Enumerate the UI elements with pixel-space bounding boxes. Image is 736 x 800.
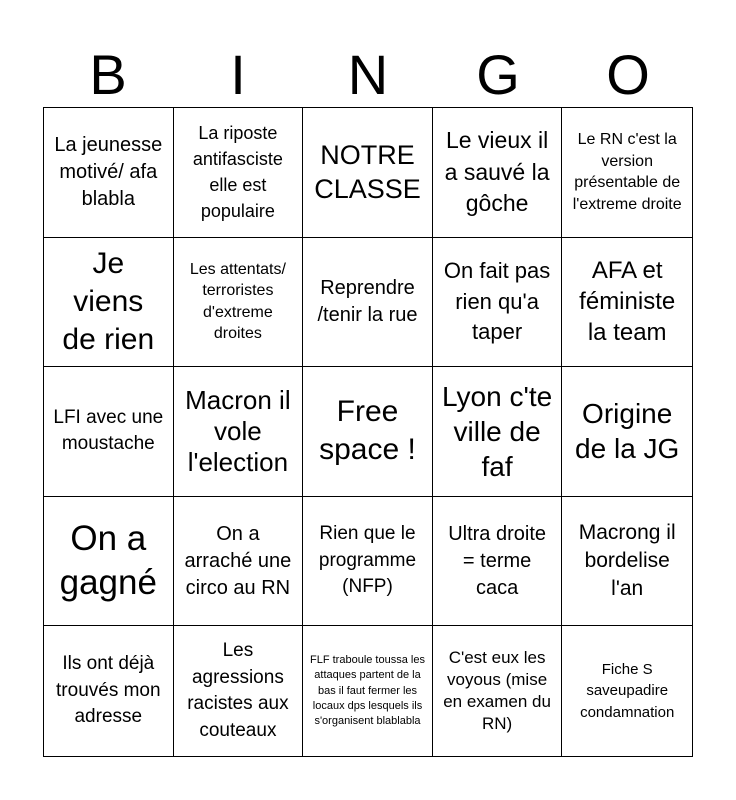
bingo-cell[interactable] xyxy=(433,497,563,627)
cell-text: Macrong il bordelise l'an xyxy=(578,521,676,601)
cell-text: Free space ! xyxy=(319,395,416,467)
cell-text: Macron il vole l'election xyxy=(185,384,291,478)
bingo-cell[interactable] xyxy=(44,108,174,238)
cell-text: C'est eux les voyous (mise en examen du RN) xyxy=(443,648,551,734)
bingo-cell[interactable] xyxy=(174,367,304,497)
cell-text: AFA et féministe la team xyxy=(579,257,676,347)
cell-text: Les attentats/ terroristes d'extreme droites xyxy=(189,260,286,343)
bingo-cell[interactable] xyxy=(303,108,433,238)
bingo-cell[interactable] xyxy=(433,626,563,756)
cell-text: Fiche S saveupadire condamnation xyxy=(580,660,675,722)
bingo-cell[interactable] xyxy=(303,497,433,627)
bingo-cell[interactable] xyxy=(44,626,174,756)
cell-text: La riposte antifasciste elle est populaire xyxy=(192,123,283,222)
bingo-cell[interactable] xyxy=(44,238,174,368)
bingo-cell[interactable] xyxy=(174,626,304,756)
bingo-cell[interactable] xyxy=(174,497,304,627)
bingo-cell[interactable] xyxy=(303,367,433,497)
bingo-cell[interactable] xyxy=(433,108,563,238)
header-letter-b: B xyxy=(89,43,127,106)
bingo-cell[interactable] xyxy=(562,238,692,368)
header-letter-g: G xyxy=(476,43,520,106)
bingo-cell[interactable] xyxy=(174,238,304,368)
cell-text: Ils ont déjà trouvés mon adresse xyxy=(56,653,161,728)
bingo-cell[interactable] xyxy=(303,626,433,756)
cell-text: FLF traboule toussa les attaques partent de la bas il faut fermer les locaux dps lesquels ils s'organisent blablabla xyxy=(310,654,425,727)
bingo-cell[interactable] xyxy=(562,367,692,497)
cell-text: Reprendre /tenir la rue xyxy=(317,276,418,326)
cell-text: Les agressions racistes aux couteaux xyxy=(187,640,289,741)
bingo-cell[interactable] xyxy=(174,108,304,238)
bingo-cell[interactable] xyxy=(562,497,692,627)
cell-text: Le vieux il a sauvé la gôche xyxy=(444,127,550,216)
bingo-cell[interactable] xyxy=(44,367,174,497)
bingo-cell[interactable] xyxy=(562,626,692,756)
bingo-cell[interactable] xyxy=(44,497,174,627)
bingo-cell[interactable] xyxy=(562,108,692,238)
cell-text: Rien que le programme (NFP) xyxy=(318,523,417,598)
cell-text: On a gagné xyxy=(59,519,157,603)
header-letter-i: I xyxy=(230,43,246,106)
header-letter-n: N xyxy=(347,43,389,106)
cell-text: NOTRE CLASSE xyxy=(314,140,421,205)
cell-text: Ultra droite = terme caca xyxy=(448,522,546,599)
bingo-header xyxy=(43,44,693,106)
cell-text: LFI avec une moustache xyxy=(53,406,164,455)
bingo-board xyxy=(43,107,693,757)
header-letter-o: O xyxy=(606,43,650,106)
cell-text: Je viens de rien xyxy=(62,246,155,356)
cell-text: La jeunesse motivé/ afa blabla xyxy=(54,133,163,210)
cell-text: Le RN c'est la version présentable de l'extreme droite xyxy=(572,131,682,213)
cell-text: On fait pas rien qu'a taper xyxy=(443,258,551,345)
cell-text: On a arraché une circo au RN xyxy=(184,522,292,599)
bingo-cell[interactable] xyxy=(303,238,433,368)
bingo-cell[interactable] xyxy=(433,238,563,368)
bingo-cell[interactable] xyxy=(433,367,563,497)
cell-text: Origine de la JG xyxy=(575,398,680,465)
cell-text: Lyon c'te ville de faf xyxy=(442,380,553,482)
